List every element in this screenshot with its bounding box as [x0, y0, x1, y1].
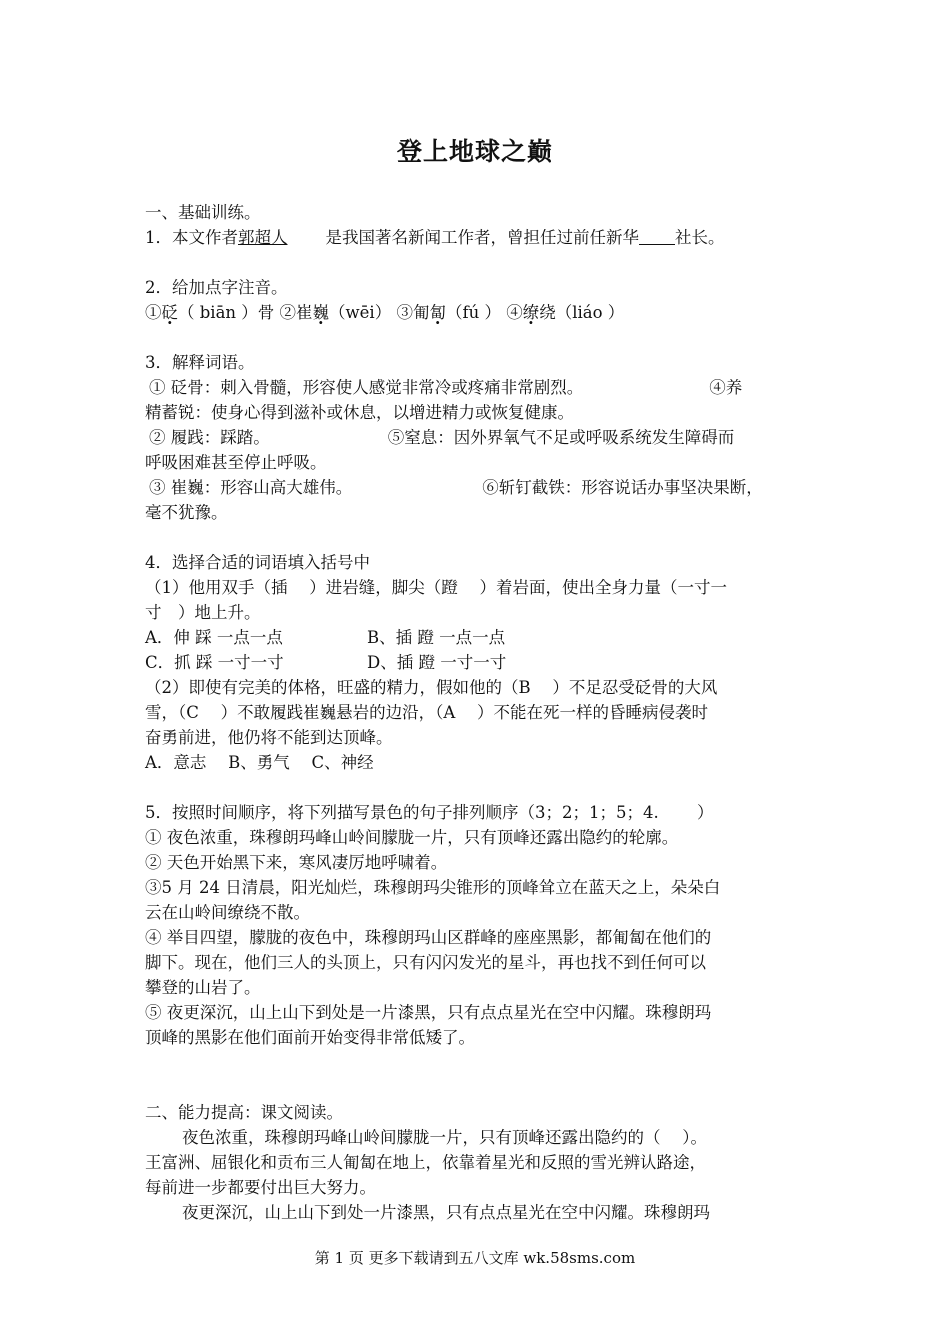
q5-line-4: 云在山岭间缭绕不散。	[145, 903, 310, 922]
q1-text-a: 1．本文作者	[145, 228, 238, 247]
q3-def-4-start: ④养	[709, 378, 743, 397]
q5-line-2: ② 天色开始黑下来，寒风凄厉地呼啸着。	[145, 853, 448, 872]
document-body	[145, 200, 815, 1225]
q5-line-7: 攀登的山岩了。	[145, 978, 261, 997]
q3-def-2: ② 履践：踩踏。	[149, 428, 270, 447]
q4-options-ab	[145, 625, 815, 650]
q1-answer-author	[238, 228, 326, 247]
question-2-heading: 2．给加点字注音。	[145, 278, 288, 297]
q1-author-name: 郭超人	[238, 228, 288, 247]
q5-line-3: ③5 月 24 日清晨，阳光灿烂，珠穆朗玛尖锥形的顶峰耸立在蓝天之上，朵朵白	[145, 878, 721, 897]
q3-def-1: ① 砭骨：刺入骨髓，形容使人感觉非常冷或疼痛非常剧烈。	[149, 378, 584, 397]
page-footer: 第 1 页 更多下载请到五八文库 wk.58sms.com	[314, 1249, 636, 1267]
q2-text-2: （wēi） ③匍	[329, 303, 430, 322]
q5-line-8: ⑤ 夜更深沉，山上山下到处是一片漆黑，只有点点星光在空中闪耀。珠穆朗玛	[145, 1003, 712, 1022]
q4-options-cd	[145, 650, 815, 675]
q1-text-c: 社长。	[675, 228, 725, 247]
section-1-heading: 一、基础训练。	[145, 203, 261, 222]
q4-option-b: B、插 蹬 一点一点	[367, 628, 506, 647]
q3-line-4: 呼吸困难甚至停止呼吸。	[145, 453, 327, 472]
reading-line-4: 夜更深沉，山上山下到处一片漆黑，只有点点星光在空中闪耀。珠穆朗玛	[182, 1203, 710, 1222]
question-3-heading: 3．解释词语。	[145, 353, 255, 372]
q4-line-2: 寸 ）地上升。	[145, 603, 261, 622]
q4-option-c: C．抓 踩 一寸一寸	[145, 653, 284, 672]
question-5-heading: 5．按照时间顺序，将下列描写景色的句子排列顺序（3；2；1；5；4. ）	[145, 803, 714, 822]
reading-line-2: 王富洲、屈银化和贡布三人匍匐在地上，依靠着星光和反照的雪光辨认路途，	[145, 1153, 706, 1172]
q3-line-1	[145, 375, 815, 400]
section-2-heading: 二、能力提高：课文阅读。	[145, 1103, 343, 1122]
q3-def-6: ⑥斩钉截铁：形容说话办事坚决果断，	[482, 478, 763, 497]
reading-line-3: 每前进一步都要付出巨大努力。	[145, 1178, 376, 1197]
q4-line-4: 雪，（C ）不敢履践崔巍悬岩的边沿，（A ）不能在死一样的昏睡病侵袭时	[145, 703, 709, 722]
q3-def-5: ⑤窒息：因外界氧气不足或呼吸系统发生障碍而	[387, 428, 735, 447]
q5-line-5: ④ 举目四望，朦胧的夜色中，珠穆朗玛山区群峰的座座黑影，都匍匐在他们的	[145, 928, 712, 947]
q2-text-4: 绕（liáo ）	[539, 303, 625, 322]
q5-line-1: ① 夜色浓重，珠穆朗玛峰山岭间朦胧一片，只有顶峰还露出隐约的轮廓。	[145, 828, 679, 847]
q4-line-3: （2）即使有完美的体格，旺盛的精力，假如他的（B ）不足忍受砭骨的大风	[145, 678, 718, 697]
question-4-heading: 4．选择合适的词语填入括号中	[145, 553, 370, 572]
q5-line-9: 顶峰的黑影在他们面前开始变得非常低矮了。	[145, 1028, 475, 1047]
q2-dotted-char-2: 巍	[312, 303, 330, 322]
q3-line-5	[145, 475, 815, 500]
q4-option-a: A．伸 踩 一点一点	[145, 628, 283, 647]
q2-dotted-char-1: 砭	[161, 303, 178, 322]
q3-line-6: 毫不犹豫。	[145, 503, 228, 522]
q2-text-3: （fú ） ④	[445, 303, 523, 322]
reading-line-1: 夜色浓重，珠穆朗玛峰山岭间朦胧一片，只有顶峰还露出隐约的（ ）。	[182, 1128, 707, 1147]
q1-text-b: 是我国著名新闻工作者，曾担任过前任新华	[325, 228, 639, 247]
q4-line-1: （1）他用双手（插 ）进岩缝，脚尖（蹬 ）着岩面，使出全身力量（一寸一	[145, 578, 727, 597]
q3-def-3: ③ 崔巍：形容山高大雄伟。	[149, 478, 353, 497]
q5-line-6: 脚下。现在，他们三人的头顶上，只有闪闪发光的星斗，再也找不到任何可以	[145, 953, 706, 972]
q2-text-1: （ biān ）骨 ②崔	[178, 303, 313, 322]
q3-line-3	[145, 425, 815, 450]
q2-marker: ①	[145, 303, 162, 322]
q4-line-5: 奋勇前进，他仍将不能到达顶峰。	[145, 728, 393, 747]
q2-dotted-char-3: 匐	[429, 303, 446, 322]
q1-blank	[639, 228, 675, 245]
question-2-items	[145, 300, 815, 325]
q4-option-d: D、插 蹬 一寸一寸	[367, 653, 507, 672]
page-title: 登上地球之巅	[396, 137, 553, 166]
q4-options-2: A．意志 B、勇气 C、神经	[145, 753, 374, 772]
q3-line-2: 精蓄锐：使身心得到滋补或休息，以增进精力或恢复健康。	[145, 403, 574, 422]
q2-dotted-char-4: 缭	[522, 303, 540, 322]
question-1	[145, 225, 815, 250]
